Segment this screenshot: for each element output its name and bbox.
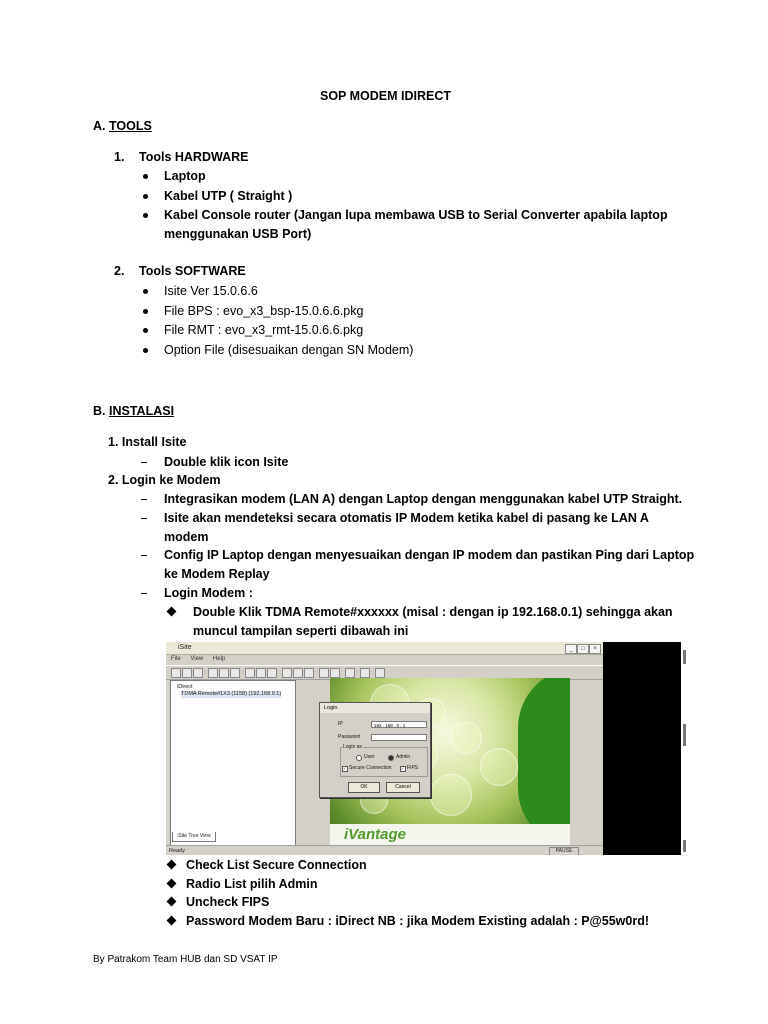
dash-icon [141,518,147,519]
bullet-icon [143,213,148,218]
section-b-title: INSTALASI [109,404,175,418]
list-item: File RMT : evo_x3_rmt-15.0.6.6.pkg [164,323,364,337]
list-item: Double klik icon Isite [164,455,289,469]
close-icon[interactable]: × [589,644,601,654]
dash-icon [141,499,147,500]
toolbar-button[interactable] [319,668,329,678]
list-item-continuation: menggunakan USB Port) [164,227,312,241]
toolbar-button[interactable] [245,668,255,678]
ivantage-logo: iVantage [344,826,406,843]
list-item: Double Klik TDMA Remote#xxxxxx (misal : dengan ip 192.168.0.1) sehingga akan [193,605,673,619]
toolbar-button[interactable] [282,668,292,678]
diamond-icon [167,879,177,889]
diamond-icon [167,916,177,926]
menu-bar [166,655,603,664]
login-as-label: Login as [343,744,362,750]
dash-icon [141,593,147,594]
maximize-icon[interactable]: □ [577,644,589,654]
window-title: iSite [178,644,192,651]
list-item: Kabel Console router (Jangan lupa membawa USB to Serial Converter apabila laptop [164,208,668,222]
bullet-icon [143,328,148,333]
tab-tree-view[interactable]: iSite Tree View [172,832,216,842]
fips-checkbox[interactable]: ✓ [401,766,405,771]
scrollbar-strip [681,642,705,855]
password-field[interactable] [371,734,427,741]
diamond-icon [167,897,177,907]
toolbar-button[interactable] [345,668,355,678]
password-label: Password [338,734,360,740]
bullet-icon [143,194,148,199]
toolbar-button[interactable] [171,668,181,678]
item-a2-number: 2. [114,264,125,278]
list-item: Config IP Laptop dengan menyesuaikan dengan IP modem dan pastikan Ping dari Laptop [164,548,695,562]
status-bar [166,845,603,855]
tree-remote-node[interactable]: TDMA Remote#1X3 (1158) (192.168.0.1) [181,691,282,697]
section-b-letter: B. [93,404,106,418]
fips-label: FIPS [407,765,419,771]
isite-window [166,642,603,855]
menu-help[interactable]: Help [212,656,226,662]
document-title: SOP MODEM IDIRECT [320,89,452,103]
login-dialog-title: Login [320,703,430,713]
tree-view [170,680,296,846]
bullet-icon [143,289,148,294]
list-item: Password Modem Baru : iDirect NB : jika Modem Existing adalah : P@55w0rd! [186,914,649,928]
user-label: User [364,754,375,760]
dash-icon [141,555,147,556]
list-item: Isite Ver 15.0.6.6 [164,284,258,298]
list-item: Check List Secure Connection [186,858,367,872]
toolbar-button[interactable] [293,668,303,678]
diamond-icon [167,860,177,870]
toolbar-button[interactable] [230,668,240,678]
help-icon[interactable] [375,668,385,678]
secure-connection-label: Secure Connection [349,765,392,771]
diamond-icon [167,607,177,617]
menu-file[interactable]: File [171,656,181,662]
toolbar-button[interactable] [182,668,192,678]
list-item: File BPS : evo_x3_bsp-15.0.6.6.pkg [164,304,364,318]
list-item: Radio List pilih Admin [186,877,318,891]
toolbar-button[interactable] [256,668,266,678]
isite-screenshot [166,642,705,855]
menu-view[interactable]: View [190,656,204,662]
bullet-icon [143,309,148,314]
ip-label: IP [338,721,343,727]
tree-root[interactable]: iDirect [177,684,193,690]
admin-label: Admin [396,754,411,760]
list-item: Isite akan mendeteksi secara otomatis IP Modem ketika kabel di pasang ke LAN A [164,511,649,525]
ok-button[interactable]: OK [348,782,380,793]
login-dialog [319,702,431,798]
bullet-icon [143,174,148,179]
user-radio[interactable] [356,755,362,761]
section-a-letter: A. [93,119,106,133]
status-text: Ready [169,848,185,854]
login-as-group [340,747,428,777]
toolbar-button[interactable] [193,668,203,678]
list-item-continuation: ke Modem Replay [164,567,270,581]
list-item: Option File (disesuaikan dengan SN Modem) [164,343,414,357]
ip-field[interactable]: 192 . 168 . 0 . 1 [371,721,427,728]
toolbar-button[interactable] [267,668,277,678]
item-a2-title: Tools SOFTWARE [139,264,246,278]
toolbar-button[interactable] [219,668,229,678]
section-a-title: TOOLS [109,119,152,133]
list-item-continuation: muncul tampilan seperti dibawah ini [193,624,409,638]
bullet-icon [143,348,148,353]
list-item: Uncheck FIPS [186,895,270,909]
toolbar-button[interactable] [208,668,218,678]
item-a1-number: 1. [114,150,125,164]
item-b2-title: 2. Login ke Modem [108,473,221,487]
minimize-icon[interactable]: _ [565,644,577,654]
item-a1-title: Tools HARDWARE [139,150,249,164]
status-pane: PAUSE [549,847,579,855]
dash-icon [141,462,147,463]
list-item: Login Modem : [164,586,253,600]
list-item: Integrasikan modem (LAN A) dengan Laptop dengan menggunakan kabel UTP Straight. [164,492,683,506]
toolbar-button[interactable] [304,668,314,678]
item-b1-title: 1. Install Isite [108,435,187,449]
toolbar-button[interactable] [360,668,370,678]
cancel-button[interactable]: Cancel [386,782,420,793]
list-item: Laptop [164,169,206,183]
window-titlebar [166,642,603,655]
list-item-continuation: modem [164,530,209,544]
secure-connection-checkbox[interactable]: ✓ [343,766,347,771]
toolbar-button[interactable] [330,668,340,678]
list-item: Kabel UTP ( Straight ) [164,189,293,203]
page-footer: By Patrakom Team HUB dan SD VSAT IP [93,954,278,965]
admin-radio[interactable] [388,755,394,761]
